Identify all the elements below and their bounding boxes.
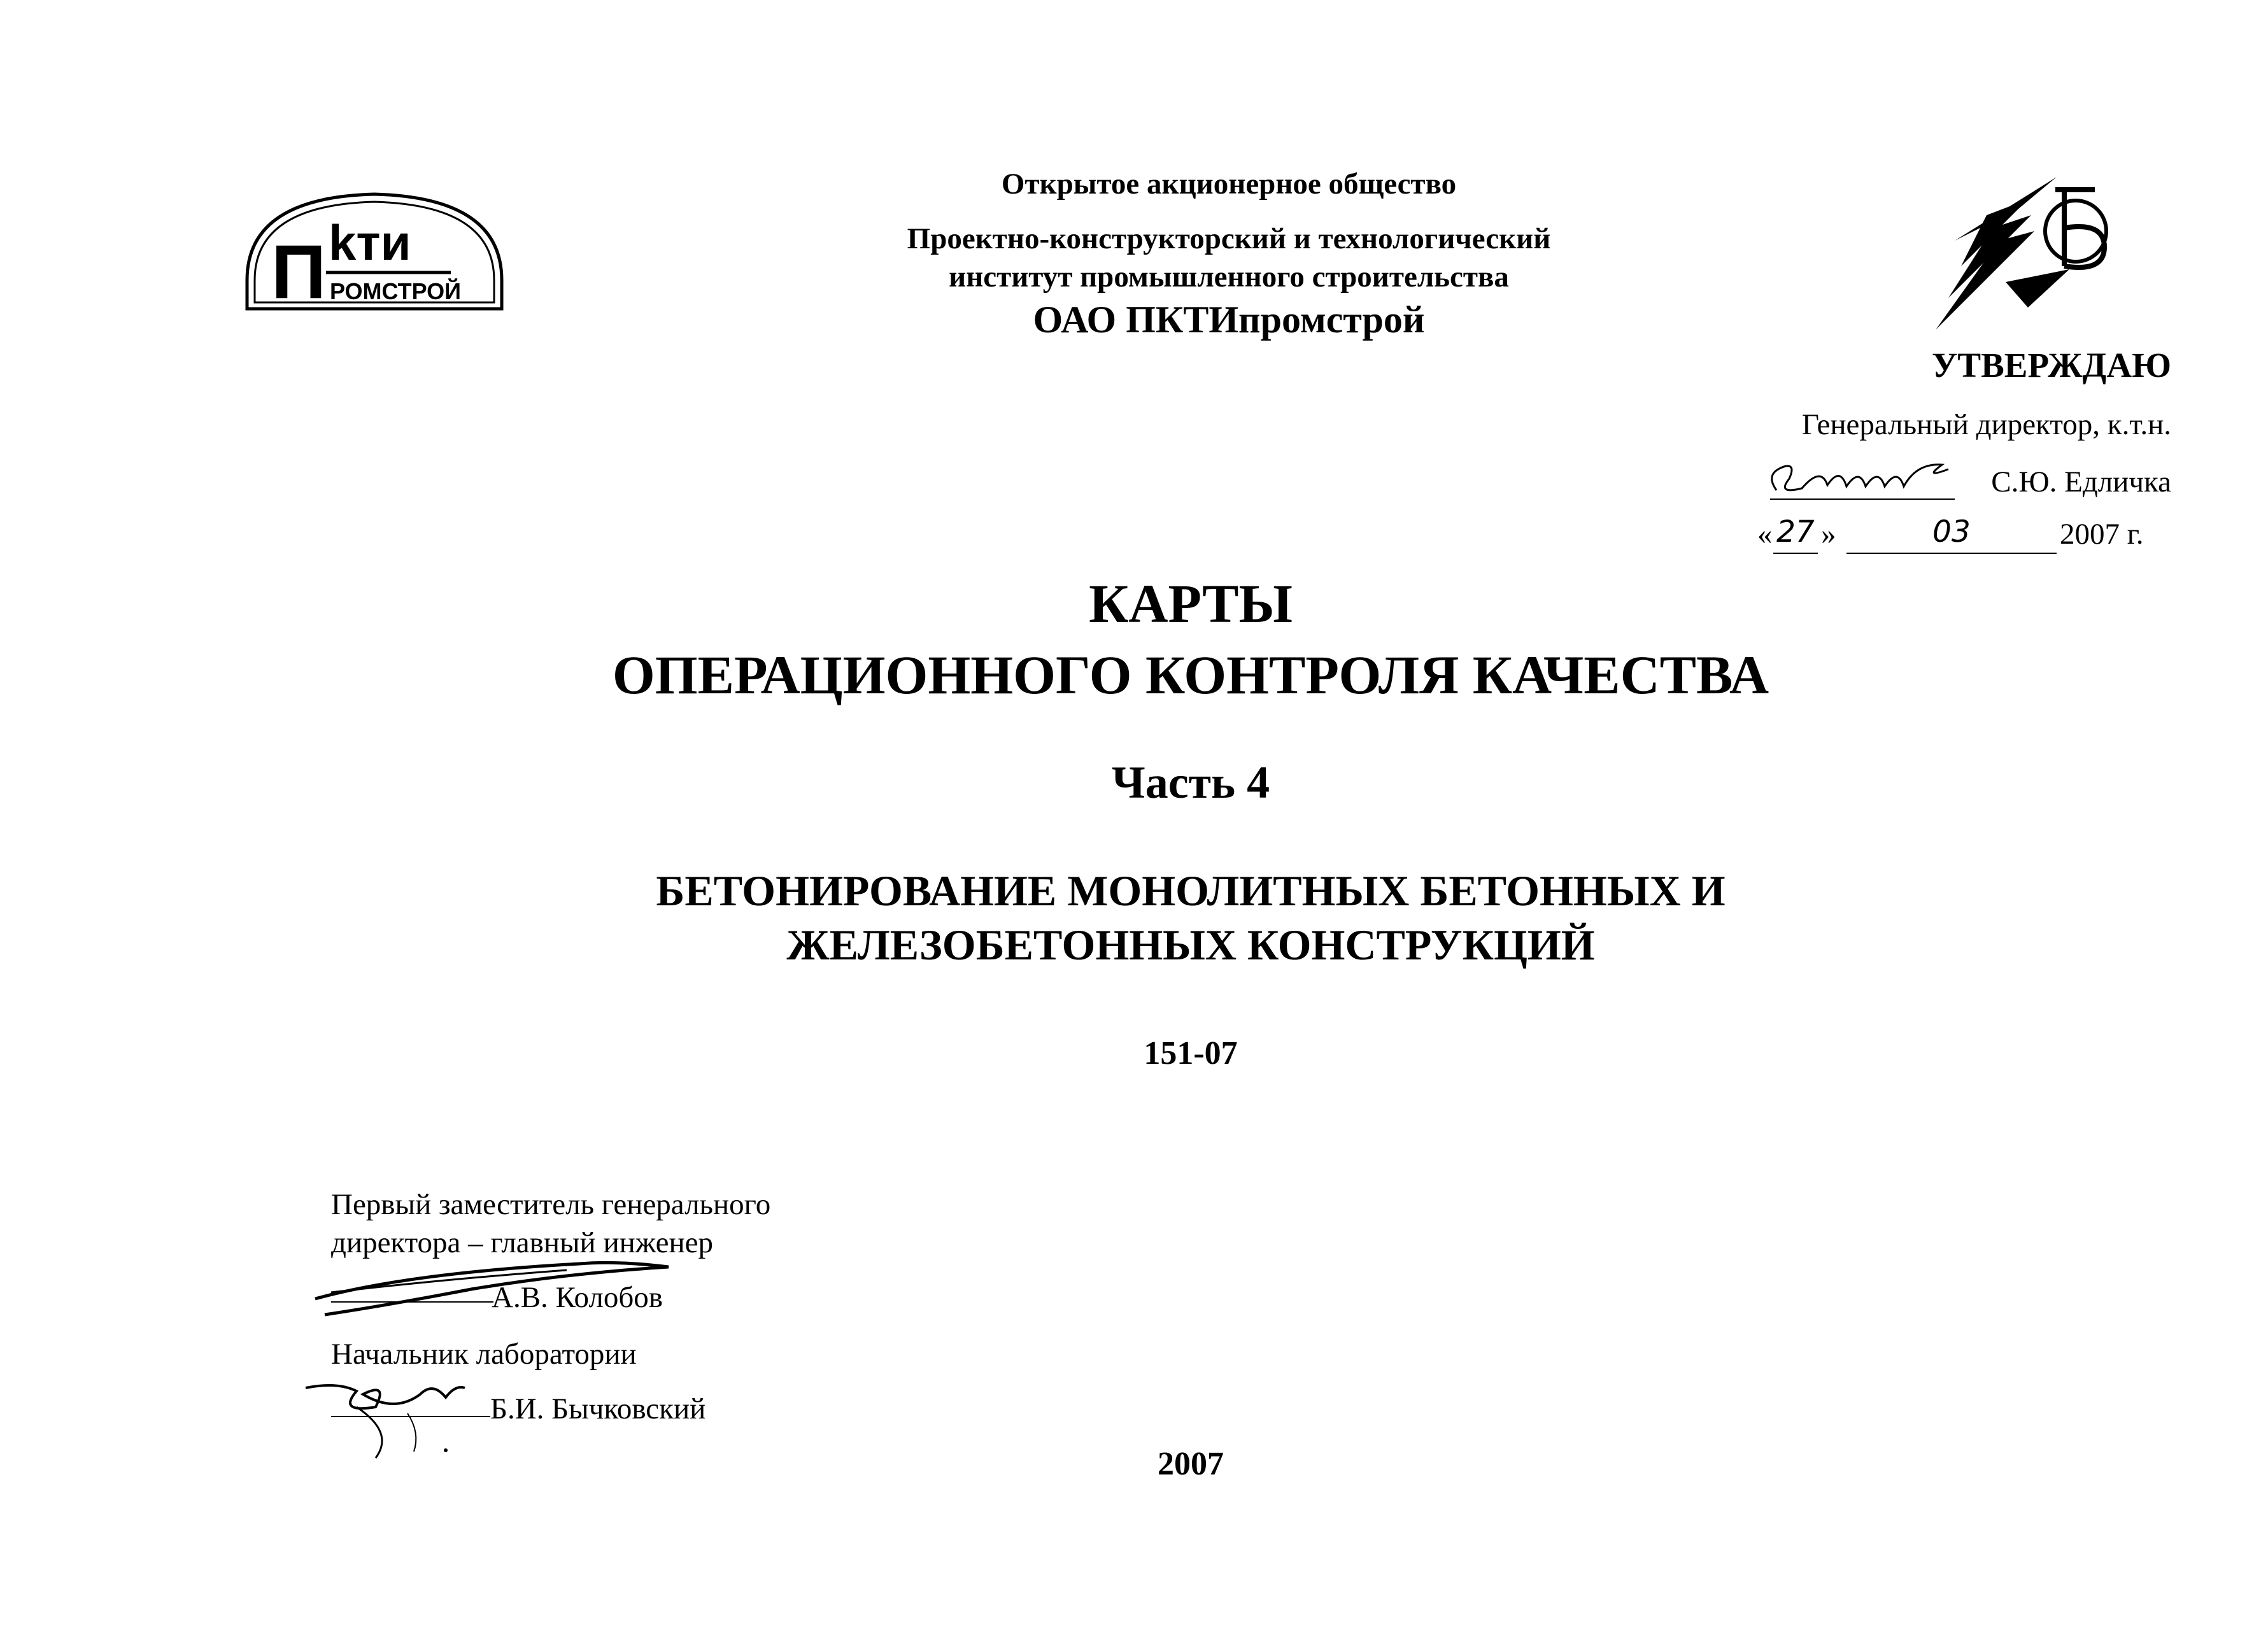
document-title-line2: ОПЕРАЦИОННОГО КОНТРОЛЯ КАЧЕСТВА	[612, 644, 1769, 705]
document-year: 2007	[1158, 1446, 1224, 1482]
document-title-line1: КАРТЫ	[1089, 573, 1293, 634]
org-type: Открытое акционерное общество	[1001, 167, 1457, 201]
logo-big-letter: П	[271, 229, 327, 315]
approval-name: С.Ю. Едличка	[1991, 465, 2171, 498]
document-part: Часть 4	[1111, 757, 1270, 808]
deputy-position-line2: директора – главный инженер	[331, 1226, 713, 1259]
pkti-logo	[241, 185, 508, 318]
deputy-position-line1: Первый заместитель генерального	[331, 1188, 771, 1221]
document-subtitle-line2: ЖЕЛЕЗОБЕТОННЫХ КОНСТРУКЦИЙ	[786, 921, 1595, 969]
document-code: 151-07	[1144, 1035, 1238, 1071]
org-name-line2: институт промышленного строительства	[949, 260, 1509, 293]
deputy-name: А.В. Колобов	[492, 1281, 663, 1314]
date-open-quote: «	[1757, 518, 1773, 551]
approval-title: УТВЕРЖДАЮ	[1932, 346, 2171, 385]
lab-head-position: Начальник лаборатории	[331, 1338, 637, 1371]
org-name-line1: Проектно-конструкторский и технологический	[907, 222, 1551, 255]
approval-position: Генеральный директор, к.т.н.	[1801, 408, 2171, 441]
approval-date	[1757, 514, 2171, 562]
date-year: 2007 г.	[2060, 518, 2144, 551]
date-day: 27	[1776, 514, 1815, 549]
logo-small-letters: kти	[329, 215, 411, 271]
logo-sub-label: РОМСТРОЙ	[330, 278, 462, 304]
date-close-quote: »	[1821, 518, 1836, 551]
lab-head-name: Б.И. Бычковский	[490, 1392, 706, 1425]
date-month: 03	[1932, 514, 1971, 549]
org-short-name: ОАО ПКТИпромстрой	[1033, 299, 1425, 341]
emblem-logo	[1923, 171, 2114, 336]
document-subtitle-line1: БЕТОНИРОВАНИЕ МОНОЛИТНЫХ БЕТОННЫХ И	[656, 866, 1726, 915]
